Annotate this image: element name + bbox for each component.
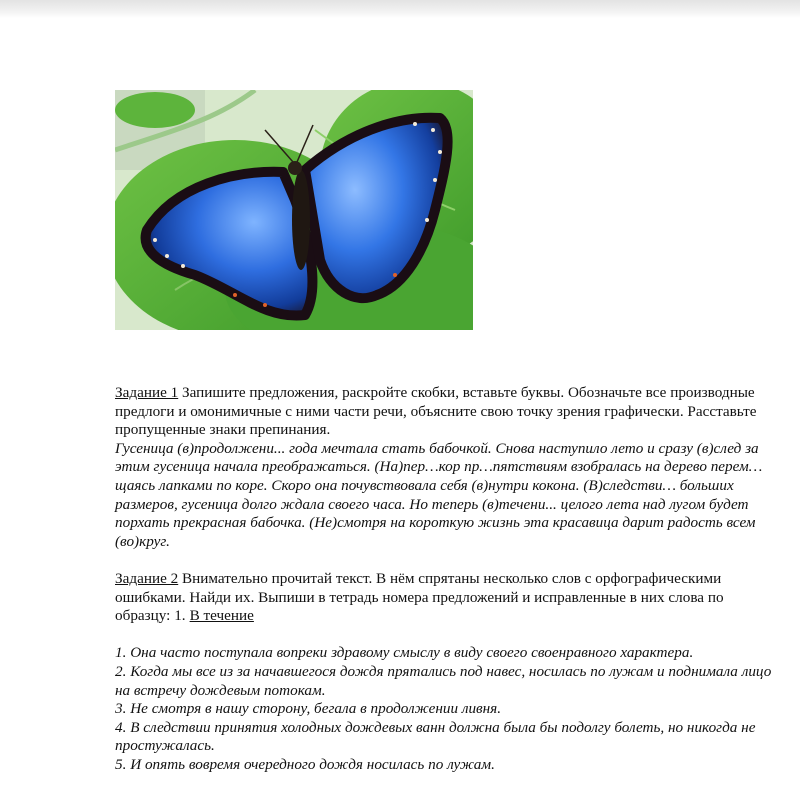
task2-label: Задание 2 — [115, 569, 179, 587]
task2-instruction: Внимательно прочитай текст. В нём спрятаны несколько слов с орфографическими ошибками. Найди их. Выпиши в тетрадь номера предложений и исправленные в них слова по образцу: 1. — [115, 569, 724, 625]
task2-sentence: 4. В следствии принятия холодных дождевых ванн должна была бы подолгу болеть, но никогда не простужалась. — [115, 718, 756, 755]
task1-label: Задание 1 — [115, 384, 179, 401]
task2-sentence: 5. И опять вовремя очередного дождя носилась по лужам. — [115, 755, 495, 773]
task2-sentence: 2. Когда мы все из за начавшегося дождя прятались под навес, носилась по лужам и поднимала лицо на встречу дождевым потокам. — [115, 662, 772, 699]
document-text — [115, 384, 775, 774]
task2-sentence: 3. Не смотря в нашу сторону, бегала в продолжении ливня. — [115, 700, 502, 718]
task2-paragraph — [115, 570, 775, 626]
task1-instruction: Запишите предложения, раскройте скобки, вставьте буквы. Обозначьте все производные предлоги и омонимичные с ними части речи, объясните свою точку зрения графически. Расставьте пропущенные знаки препинания. — [115, 384, 757, 439]
task2-example: В течение — [189, 607, 254, 625]
window-top-bar — [0, 0, 800, 18]
task2-sentence: 1. Она часто поступала вопреки здравому смыслу в виду своего своенравного характера. — [115, 644, 694, 662]
task1-paragraph — [115, 384, 775, 440]
task1-text: Гусеница (в)продолжени... года мечтала стать бабочкой. Снова наступило лето и сразу (в)след за этим гусеница начала преображаться. (На)пер…кор пр…пятствиям взобралась на дерево перем…щаясь лапками по коре. Скоро она почувствовала себя (в)нутри кокона. (В)следстви… больших размеров, гусеница долго ждала своего часа. Но теперь (в)течени... целого лета над лугом будет порхать прекрасная бабочка. (Не)смотря на короткую жизнь эта красавица дарит радость всем (во)круг. — [115, 439, 763, 550]
butterfly-photo — [115, 90, 473, 330]
